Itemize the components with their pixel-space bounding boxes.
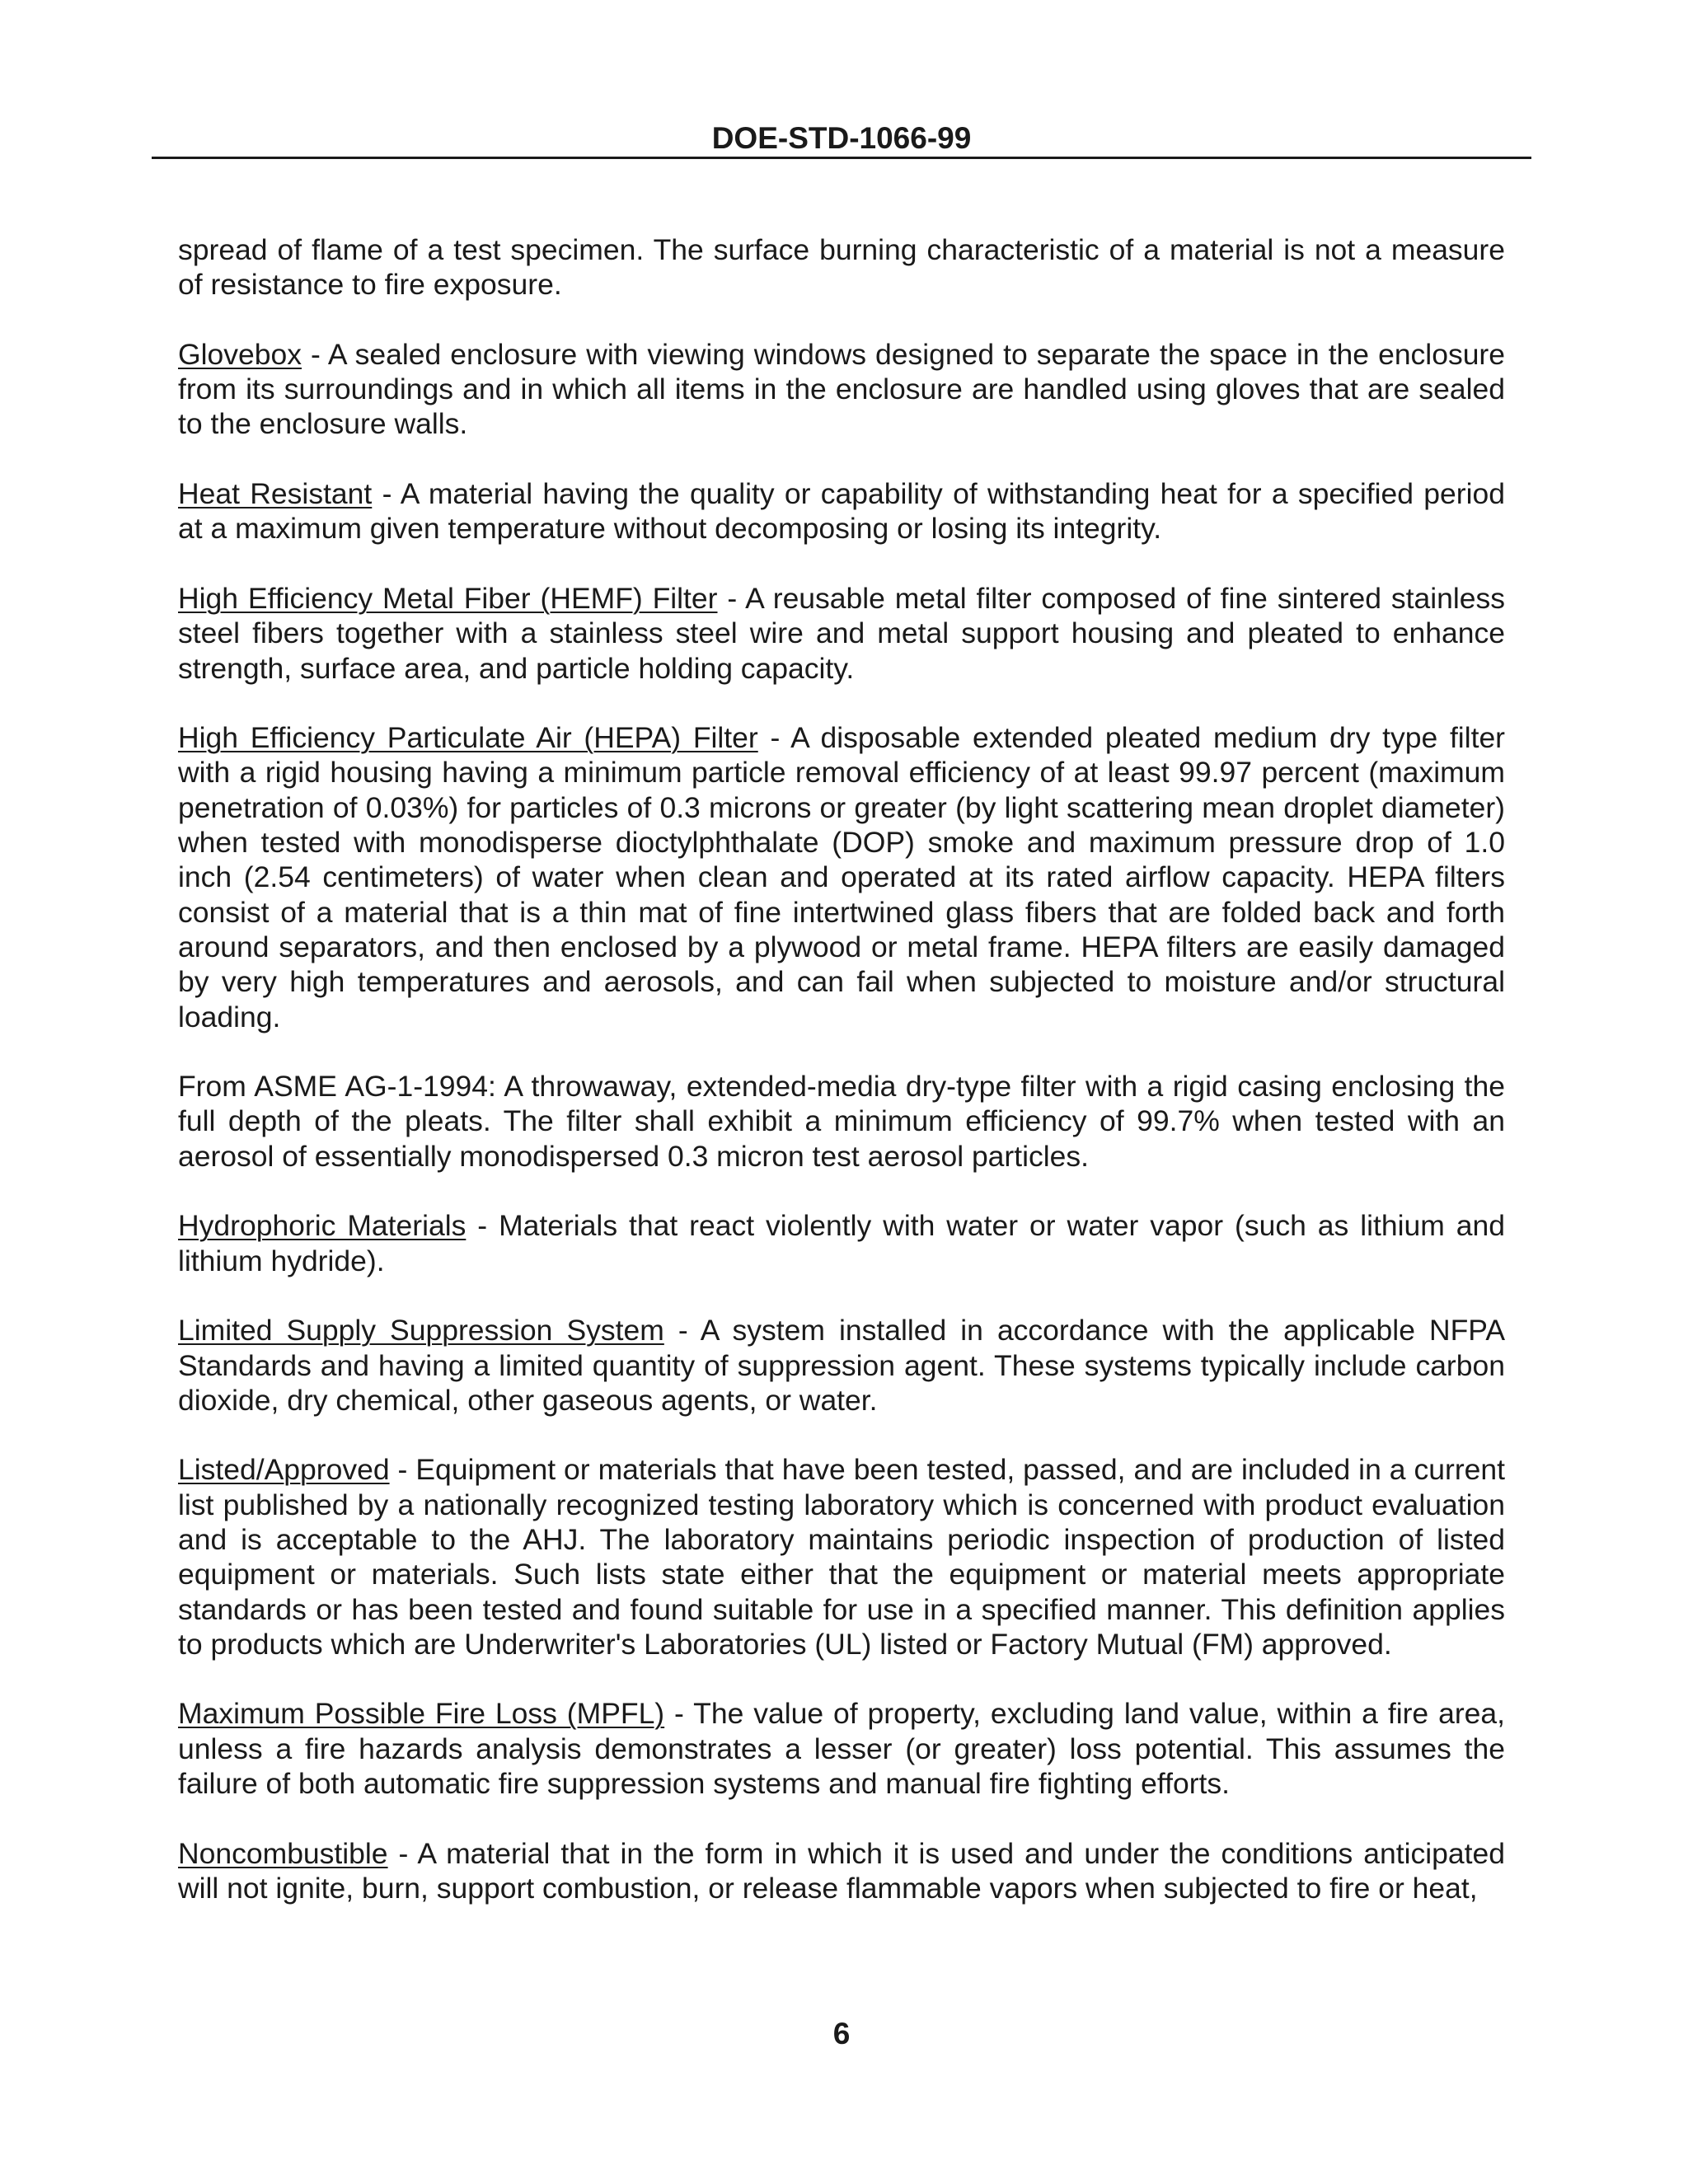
definition-hemf-filter [178,581,1505,686]
definition-noncombustible [178,1836,1505,1906]
definition-text: A material having the quality or capability of withstanding heat for a specified period at a maximum given temperature without decomposing or losing its integrity. [178,477,1505,546]
term-glovebox: Glovebox [178,337,302,371]
header-rule [152,157,1531,159]
page-header-doc-id: DOE-STD-1066-99 [711,121,972,155]
term-separator: - [664,1697,694,1731]
term-mpfl: Maximum Possible Fire Loss (MPFL) [178,1697,665,1731]
term-listed-approved: Listed/Approved [178,1453,390,1487]
definition-limited-supply-suppression [178,1313,1505,1418]
document-body [178,232,1505,1941]
definition-text: A reusable metal filter composed of fine sintered stainless steel fibers together with a stainless steel wire and metal support housing and pleated to enhance strength, surface area, and particle holding capacity. [178,581,1506,685]
definition-hydrophoric-materials [178,1208,1505,1278]
definition-text: A material that in the form in which it is used and under the conditions anticipated will not ignite, burn, support combustion, or release flammable vapors when subjected to fire or heat, [178,1836,1505,1905]
definition-text: The value of property, excluding land value, within a fire area, unless a fire hazards analysis demonstrates a lesser (or greater) loss potential. This assumes the failure of both automatic fire suppression systems and manual fire fighting efforts. [178,1697,1505,1801]
definition-text: A sealed enclosure with viewing windows designed to separate the space in the enclosure from its surroundings and in which all items in the enclosure are handled using gloves that are sealed to the enclosure walls. [178,337,1505,441]
term-heat-resistant: Heat Resistant [178,477,373,511]
definition-listed-approved [178,1452,1505,1661]
definition-glovebox [178,337,1505,442]
definition-mpfl [178,1696,1505,1801]
term-hydrophoric-materials: Hydrophoric Materials [178,1209,467,1243]
page-number: 6 [832,2017,851,2050]
term-separator: - [757,721,791,755]
term-separator: - [389,1453,416,1487]
term-separator: - [387,1836,418,1870]
definition-heat-resistant [178,476,1505,546]
term-separator: - [301,337,328,371]
term-hepa-filter: High Efficiency Particulate Air (HEPA) Filter [178,721,758,755]
term-noncombustible: Noncombustible [178,1836,388,1870]
term-separator: - [663,1314,701,1347]
definition-hepa-filter [178,720,1505,1034]
term-separator: - [466,1209,499,1243]
definition-text: A disposable extended pleated medium dry type filter with a rigid housing having a minimum particle removal efficiency of at least 99.97 percent (maximum penetration of 0.03%) for particles of 0.3 microns or greater (by light scattering mean droplet diameter) when tested with monodisperse dioctylphthalate (DOP) smoke and maximum pressure drop of 1.0 inch (2.54 centimeters) of water when clean and operated at its rated airflow capacity. HEPA filters consist of a material that is a thin mat of fine intertwined glass fibers that are folded back and forth around separators, and then enclosed by a plywood or metal frame. HEPA filters are easily damaged by very high temperatures and aerosols, and can fail when subjected to moisture and/or structural loading. [178,721,1506,1033]
definition-text: A system installed in accordance with the applicable NFPA Standards and having a limited quantity of suppression agent. These systems typically include carbon dioxide, dry chemical, other gaseous agents, or water. [178,1314,1506,1417]
term-limited-supply-suppression: Limited Supply Suppression System [178,1314,664,1347]
term-separator: - [372,477,401,511]
term-hemf-filter: High Efficiency Metal Fiber (HEMF) Filter [178,581,718,615]
definition-text: Materials that react violently with water or water vapor (such as lithium and lithium hydride). [178,1209,1505,1277]
asme-note-paragraph: From ASME AG-1-1994: A throwaway, extended-media dry-type filter with a rigid casing enclosing the full depth of the pleats. The filter shall exhibit a minimum efficiency of 99.7% when tested with an aerosol of essentially monodispersed 0.3 micron test aerosol particles. [178,1070,1505,1173]
definition-text: Equipment or materials that have been tested, passed, and are included in a current list published by a nationally recognized testing laboratory which is concerned with product evaluation and is acceptable to the AHJ. The laboratory maintains periodic inspection of production of listed equipment or materials. Such lists state either that the equipment or material meets appropriate standards or has been tested and found suitable for use in a specified manner. This definition applies to products which are Underwriter's Laboratories (UL) listed or Factory Mutual (FM) approved. [178,1453,1505,1661]
term-separator: - [717,581,746,615]
intro-paragraph: spread of flame of a test specimen. The surface burning characteristic of a material is not a measure of resistance to fire exposure. [178,233,1505,302]
